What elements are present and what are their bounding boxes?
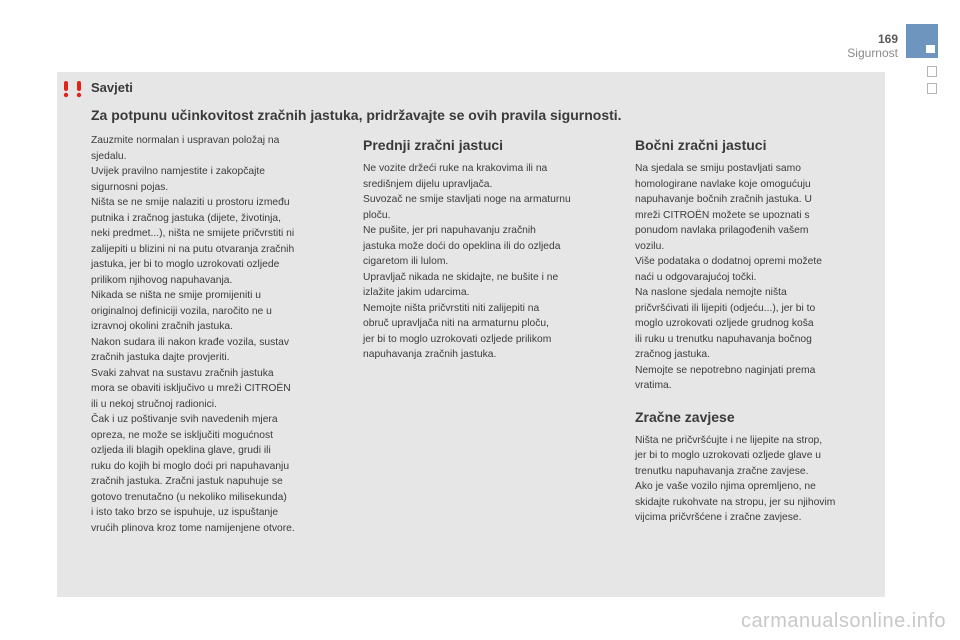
text-line: prilikom njihovog napuhavanja. — [91, 274, 233, 286]
warning-icon-bar-left — [64, 81, 68, 91]
text-line: zračnih jastuka. Zračni jastuk napuhuje se — [91, 476, 283, 487]
text-line: naći u odgovarajućoj točki. — [635, 271, 757, 283]
text-line: ili ruku u trenutku napuhavanja bočnog — [635, 333, 812, 345]
text-line: Nakon sudara ili nakon krađe vozila, sustav — [91, 336, 290, 348]
text-line: izravnoj okolini zračnih jastuka. — [91, 321, 233, 332]
text-line: Uvijek pravilno namjestite i zakopčajte — [91, 166, 265, 177]
text-line: Ako je vaše vozilo njima opremljeno, ne — [635, 481, 816, 492]
warning-icon-bar-right — [77, 81, 81, 91]
panel-title: Savjeti — [91, 80, 133, 95]
front-airbags-title: Prednji zračni jastuci — [363, 137, 504, 153]
warning-icon — [61, 79, 85, 99]
text-line: Svaki zahvat na sustavu zračnih jastuka — [91, 367, 274, 379]
panel-heading: Za potpunu učinkovitost zračnih jastuka, pridržavajte se ovih pravila sigurnosti. — [91, 107, 622, 123]
section-label: Sigurnost — [847, 46, 898, 60]
side-airbags-column — [635, 136, 883, 526]
text-line: ploču. — [363, 209, 391, 221]
text-line: vratima. — [635, 380, 672, 391]
text-line: obruč upravljača niti na armaturnu ploču, — [363, 318, 550, 329]
text-line: ponudom navlaka prilagođenih vašem — [635, 225, 809, 236]
text-line: vrućih plinova kroz tome namijenjene otvore. — [91, 522, 295, 534]
text-line: Ništa ne pričvršćujte i ne lijepite na strop, — [635, 434, 823, 446]
text-line: Ništa se ne smije nalaziti u prostoru između — [91, 197, 290, 208]
text-line: ruku do kojih bi moglo doći pri napuhavanju — [91, 460, 290, 472]
text-line: vijcima pričvršćene i zračne zavjese. — [635, 512, 802, 523]
text-line: Više podataka o dodatnoj opremi možete — [635, 256, 822, 267]
text-line: Ne vozite držeći ruke na krakovima ili na — [363, 163, 548, 174]
text-line: mreži CITROËN možete se upoznati s — [635, 209, 810, 221]
text-line: napuhavanja zračnih jastuka. — [363, 349, 497, 360]
text-line: originalnoj definiciji vozila, naročito ne u — [91, 305, 272, 317]
text-line: Upravljač nikada ne skidajte, ne bušite i ne — [363, 271, 559, 283]
text-line: zračnih jastuka dajte provjeriti. — [91, 352, 230, 363]
text-line: ozljeda ili blagih opeklina glave, grudi ili — [91, 445, 271, 456]
text-line: trenutku napuhavanja zračne zavjese. — [635, 465, 809, 477]
text-line: jer bi to moglo uzrokovati ozljede prilikom — [363, 333, 552, 345]
text-line: homologirane navlake koje omogućuju — [635, 178, 811, 190]
text-line: i isto tako brzo se ispuhuje, uz ispuštanje — [91, 507, 279, 518]
text-line: Na naslone sjedala nemojte ništa — [635, 287, 787, 298]
text-line: mora se obaviti isključivo u mreži CITROËN — [91, 383, 291, 394]
page-number: 169 — [877, 32, 898, 46]
text-line: Zauzmite normalan i uspravan položaj na — [91, 135, 280, 146]
outline-box-icon — [927, 83, 937, 94]
text-line: skidajte rukohvate na stropu, jer su njihovim — [635, 496, 836, 508]
text-line: jer bi to moglo uzrokovati ozljede glave u — [635, 450, 822, 461]
text-line: središnjem dijelu upravljača. — [363, 178, 493, 190]
text-line: gotovo trenutačno (u nekoliko milisekunda) — [91, 491, 287, 503]
tab-square-icon — [926, 45, 935, 53]
text-line: cigaretom ili lulom. — [363, 256, 449, 267]
curtain-airbags-text — [635, 433, 883, 526]
curtain-airbags-title: Zračne zavjese — [635, 408, 735, 425]
text-line: Ne pušite, jer pri napuhavanju zračnih — [363, 225, 536, 236]
side-airbags-text — [635, 161, 883, 394]
text-line: izlažite jakim udarcima. — [363, 287, 470, 298]
text-line: sigurnosni pojas. — [91, 181, 169, 193]
watermark: carmanualsonline.info — [740, 610, 946, 632]
front-airbags-column — [363, 136, 629, 363]
text-line: pričvršćivati ili lijepiti (odjeću...), jer bi to — [635, 302, 816, 314]
warning-icon-dot-left — [64, 93, 68, 97]
side-airbags-title: Bočni zračni jastuci — [635, 137, 767, 153]
text-line: neki predmet...), ništa ne smijete pričvrstiti ni — [91, 228, 295, 239]
text-line: Na sjedala se smiju postavljati samo — [635, 163, 801, 174]
text-line: vozilu. — [635, 240, 665, 252]
text-line: Čak i uz poštivanje svih navedenih mjera — [91, 414, 278, 425]
text-line: ili u nekoj stručnoj radionici. — [91, 398, 217, 410]
text-line: Nemojte ništa pričvrstiti niti zalijepiti na — [363, 302, 540, 314]
warning-icon-dot-right — [77, 93, 81, 97]
text-line: Nemojte se nepotrebno naginjati prema — [635, 364, 816, 376]
text-line: Suvozač ne smije stavljati noge na armaturnu — [363, 194, 571, 205]
text-line: sjedalu. — [91, 150, 127, 162]
text-line: Nikada se ništa ne smije promijeniti u — [91, 290, 261, 301]
text-line: opreza, ne može se isključiti mogućnost — [91, 429, 273, 441]
outline-box-icon — [927, 66, 937, 77]
general-advice-text — [91, 133, 351, 536]
text-line: moglo uzrokovati ozljede grudnog koša — [635, 318, 814, 329]
general-advice-column — [91, 133, 351, 536]
text-line: jastuka, jer bi to moglo uzrokovati ozljede — [91, 259, 280, 270]
text-line: zalijepiti u blizini ni na putu otvaranja zračnih — [91, 243, 295, 255]
text-line: putnika i zračnog jastuka (dijete, životinja, — [91, 212, 282, 224]
front-airbags-text — [363, 161, 629, 363]
text-line: jastuka može doći do opeklina ili do ozljeda — [363, 240, 561, 252]
text-line: zračnog jastuka. — [635, 349, 710, 360]
text-line: napuhavanje bočnih zračnih jastuka. U — [635, 194, 812, 205]
